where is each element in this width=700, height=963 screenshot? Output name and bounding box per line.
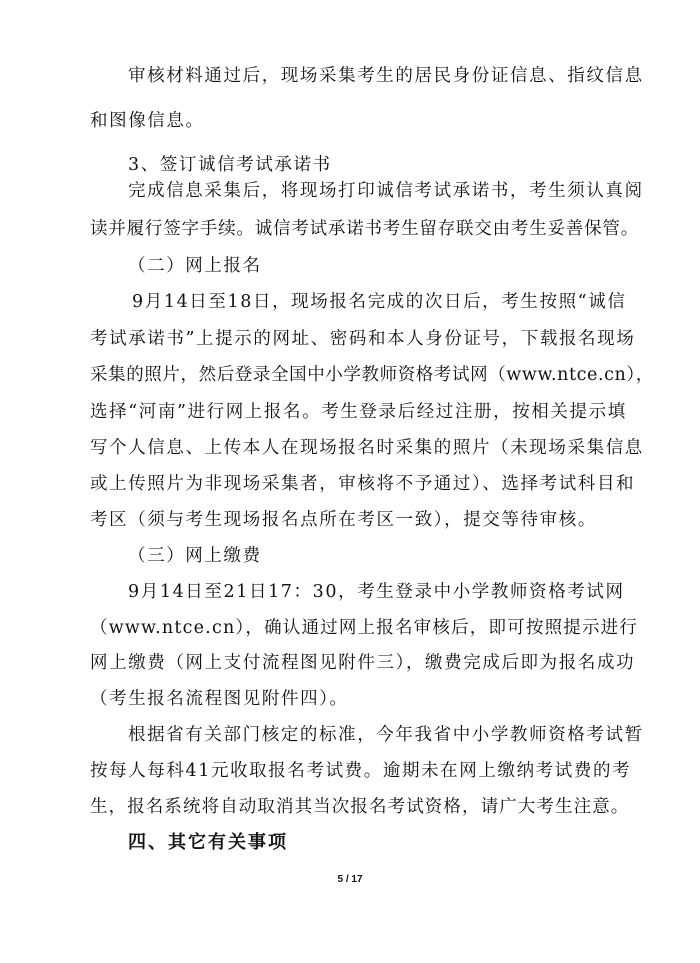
text-line: 读并履行签字手续。诚信考试承诺书考生留存联交由考生妥善保管。 bbox=[90, 219, 639, 239]
text-line: 考试承诺书”上提示的网址、密码和本人身份证号，下载报名现场 bbox=[90, 329, 636, 349]
text-line: 选择“河南”进行网上报名。考生登录后经过注册，按相关提示填 bbox=[90, 402, 627, 422]
text-line: （www.ntce.cn），确认通过网上报名审核后，即可按照提示进行 bbox=[90, 618, 639, 638]
text-line: 生，报名系统将自动取消其当次报名考试资格，请广大考生注意。 bbox=[90, 797, 630, 817]
text-line: 3、签订诚信考试承诺书 bbox=[128, 155, 332, 175]
section-heading: （二）网上报名 bbox=[128, 256, 262, 276]
text-line: 和图像信息。 bbox=[90, 111, 205, 131]
text-line: 或上传照片为非现场采集者，审核将不予通过）、选择考试科目和 bbox=[90, 474, 636, 494]
section-heading: 四、其它有关事项 bbox=[128, 832, 288, 853]
text-line: 采集的照片，然后登录全国中小学教师资格考试网（www.ntce.cn）， bbox=[90, 365, 654, 385]
text-line: 考区（须与考生现场报名点所在考区一致），提交等待审核。 bbox=[90, 510, 597, 530]
text-line: 根据省有关部门核定的标准，今年我省中小学教师资格考试暂 bbox=[128, 725, 644, 745]
text-line: 网上缴费（网上支付流程图见附件三），缴费完成后即为报名成功 bbox=[90, 653, 636, 673]
text-line: 9月14日至18日，现场报名完成的次日后，考生按照“诚信 bbox=[132, 292, 627, 312]
section-heading: （三）网上缴费 bbox=[128, 546, 262, 566]
text-line: 审核材料通过后，现场采集考生的居民身份证信息、指纹信息 bbox=[128, 66, 644, 86]
text-line: （考生报名流程图见附件四）。 bbox=[90, 689, 349, 709]
page-number: 5 / 17 bbox=[337, 874, 363, 885]
text-line: 按每人每科41元收取报名考试费。逾期未在网上缴纳考试费的考 bbox=[90, 761, 632, 781]
text-line: 写个人信息、上传本人在现场报名时采集的照片（未现场采集信息 bbox=[90, 438, 644, 458]
text-line: 9月14日至21日17：30，考生登录中小学教师资格考试网 bbox=[128, 582, 625, 602]
text-line: 完成信息采集后，将现场打印诚信考试承诺书，考生须认真阅 bbox=[128, 181, 644, 201]
